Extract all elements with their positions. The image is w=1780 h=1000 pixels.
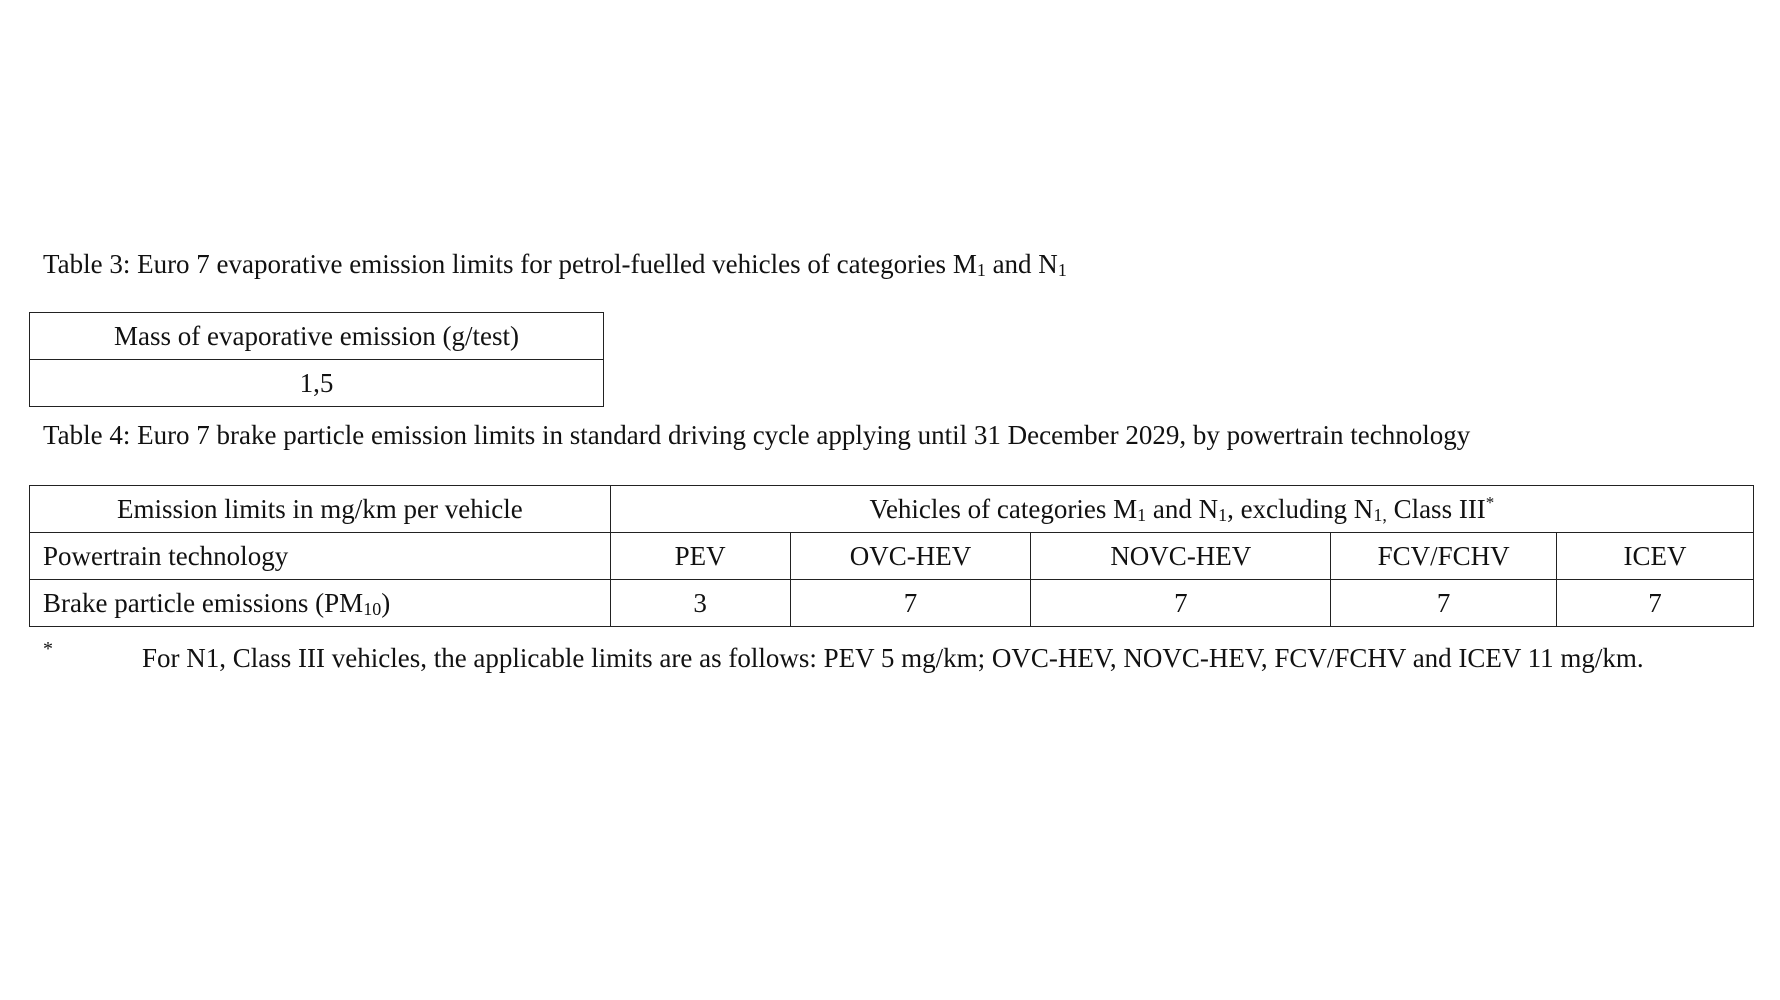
header-span-sub3: 1, (1373, 505, 1387, 525)
header-span-mid: and N (1146, 494, 1219, 524)
brake-value-fcv-fchv: 7 (1331, 580, 1557, 627)
brake-value-pev: 3 (610, 580, 790, 627)
powertrain-label-cell: Powertrain technology (30, 533, 611, 580)
table4-caption: Table 4: Euro 7 brake particle emission limits in standard driving cycle applying until 31 December 2029, by powertrain technology (43, 420, 1471, 450)
table3-caption (43, 248, 1067, 280)
brake-particle-emission-table (29, 485, 1754, 627)
table3-header-cell: Mass of evaporative emission (g/test) (30, 313, 604, 360)
brake-label-suffix: ) (381, 588, 391, 618)
header-span-suffix: Class III (1386, 494, 1486, 524)
technology-cell-pev: PEV (610, 533, 790, 580)
brake-label-prefix: Brake particle emissions (PM (43, 588, 364, 618)
brake-value-ovc-hev: 7 (790, 580, 1031, 627)
table3-caption-sub2: 1 (1057, 260, 1067, 280)
brake-value-novc-hev: 7 (1031, 580, 1331, 627)
header-span-mid2: , excluding N (1227, 494, 1374, 524)
table3-caption-sub1: 1 (976, 260, 986, 280)
table-row (30, 360, 604, 407)
table-row (30, 533, 1754, 580)
header-span-prefix: Vehicles of categories M (869, 494, 1138, 524)
header-span-sub2: 1 (1218, 505, 1228, 525)
header-span-sub1: 1 (1137, 505, 1147, 525)
technology-cell-novc-hev: NOVC-HEV (1031, 533, 1331, 580)
technology-cell-fcv-fchv: FCV/FCHV (1331, 533, 1557, 580)
technology-cell-ovc-hev: OVC-HEV (790, 533, 1031, 580)
technology-cell-icev: ICEV (1557, 533, 1754, 580)
table-row (30, 313, 604, 360)
footnote-text: For N1, Class III vehicles, the applicable limits are as follows: PEV 5 mg/km; OVC-HEV, NOVC-HEV, FCV/FCHV and ICEV 11 mg/km. (142, 643, 1644, 673)
table4-header-label-cell: Emission limits in mg/km per vehicle (30, 486, 611, 533)
table4-header-span-cell (610, 486, 1753, 533)
footnote-marker: * (43, 638, 53, 660)
table3-value-cell: 1,5 (30, 360, 604, 407)
table3-caption-mid: and N (985, 249, 1058, 279)
brake-emissions-label-cell (30, 580, 611, 627)
brake-value-icev: 7 (1557, 580, 1754, 627)
table-row (30, 580, 1754, 627)
evaporative-emission-table (29, 312, 604, 407)
header-span-sup: * (1485, 493, 1495, 512)
table3-caption-prefix: Table 3: Euro 7 evaporative emission limits for petrol-fuelled vehicles of categories M (43, 249, 977, 279)
table-row (30, 486, 1754, 533)
brake-label-sub: 10 (363, 599, 382, 619)
